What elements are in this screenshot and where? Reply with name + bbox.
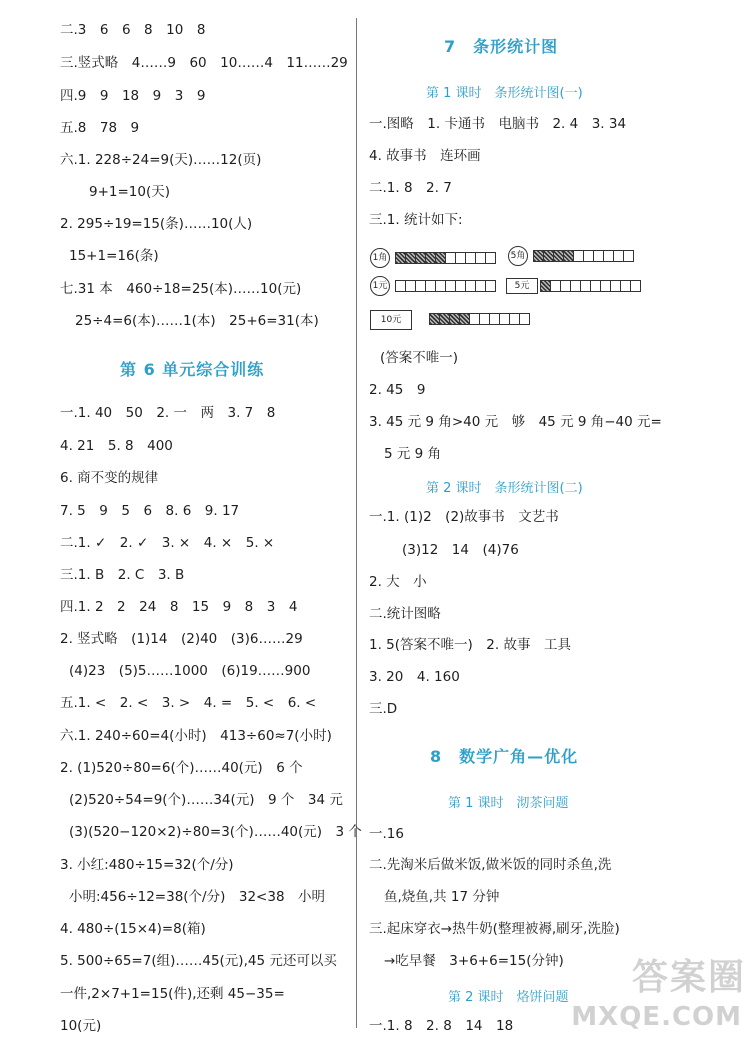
answer-line: 二.3 6 6 8 10 8	[60, 22, 206, 38]
column-divider	[356, 18, 357, 1028]
answer-line: 10(元)	[60, 1018, 102, 1034]
answer-line: (3)12 14 (4)76	[402, 542, 519, 558]
answer-line: 一件,2×7+1=15(件),还剩 45−35=	[60, 986, 285, 1002]
coin-1jiao-icon: 1角	[370, 248, 390, 268]
grid-cell	[623, 250, 634, 262]
answer-line: 2. (1)520÷80=6(个)……40(元) 6 个	[60, 760, 303, 776]
answer-line: (3)(520−120×2)÷80=3(个)……40(元) 3 个	[69, 824, 362, 840]
answer-line: 三.1. 统计如下:	[369, 212, 463, 228]
answer-line: 一.图略 1. 卡通书 电脑书 2. 4 3. 34	[369, 116, 627, 132]
answer-line: 二.统计图略	[369, 606, 441, 622]
answer-line: (2)520÷54=9(个)……34(元) 9 个 34 元	[69, 792, 343, 808]
coin-5jiao-icon: 5角	[508, 246, 528, 266]
answer-line: 三.起床穿衣→热牛奶(整理被褥,刷牙,洗脸)	[369, 921, 620, 937]
answer-line: 六.1. 228÷24=9(天)……12(页)	[60, 152, 262, 168]
section-title: 第 6 单元综合训练	[120, 360, 265, 379]
answer-line: 六.1. 240÷60=4(小时) 413÷60≈7(小时)	[60, 728, 332, 744]
answer-line: 三.D	[369, 701, 398, 717]
answer-line: 三.1. B 2. C 3. B	[60, 567, 185, 583]
grid-cell	[519, 313, 530, 325]
answer-line: 二.1. 8 2. 7	[369, 180, 452, 196]
bill-5yuan-icon: 5元	[506, 278, 538, 294]
lesson-title: 第 1 课时 沏茶问题	[448, 796, 569, 811]
answer-line: 二.1. ✓ 2. ✓ 3. × 4. × 5. ×	[60, 535, 275, 551]
answer-line: 七.31 本 460÷18=25(本)……10(元)	[60, 281, 302, 297]
answer-line: 鱼,烧鱼,共 17 分钟	[384, 889, 500, 905]
lesson-title: 第 2 课时 条形统计图(二)	[426, 481, 583, 496]
answer-line: 一.1. 40 50 2. 一 两 3. 7 8	[60, 405, 276, 421]
answer-line: 一.1. 8 2. 8 14 18	[369, 1018, 514, 1034]
lesson-title: 第 1 课时 条形统计图(一)	[426, 86, 583, 101]
watermark-url: MXQE.COM	[571, 1002, 742, 1032]
answer-line: (答案不唯一)	[380, 350, 459, 366]
answer-line: 2. 45 9	[369, 382, 426, 398]
answer-line: 5 元 9 角	[384, 446, 442, 462]
answer-line: 四.1. 2 2 24 8 15 9 8 3 4	[60, 599, 298, 615]
answer-line: 一.1. (1)2 (2)故事书 文艺书	[369, 509, 559, 525]
answer-line: →吃早餐 3+6+6=15(分钟)	[384, 953, 564, 969]
answer-line: 二.先淘米后做米饭,做米饭的同时杀鱼,洗	[369, 857, 612, 873]
section-title: 7 条形统计图	[444, 37, 559, 56]
answer-line: 15+1=16(条)	[69, 248, 159, 264]
answer-line: 7. 5 9 5 6 8. 6 9. 17	[60, 503, 240, 519]
answer-line: (4)23 (5)5……1000 (6)19……900	[69, 663, 311, 679]
answer-line: 25÷4=6(本)……1(本) 25+6=31(本)	[75, 313, 319, 329]
lesson-title: 第 2 课时 烙饼问题	[448, 990, 569, 1005]
section-title: 8 数学广角—优化	[430, 747, 579, 766]
answer-line: 4. 21 5. 8 400	[60, 438, 173, 454]
watermark-logo: 答案圈	[631, 957, 746, 998]
answer-line: 3. 45 元 9 角>40 元 够 45 元 9 角−40 元=	[369, 414, 662, 430]
answer-line: 五.1. < 2. < 3. > 4. = 5. < 6. <	[60, 695, 317, 711]
answer-line: 2. 竖式略 (1)14 (2)40 (3)6……29	[60, 631, 303, 647]
answer-line: 4. 故事书 连环画	[369, 148, 481, 164]
answer-line: 2. 大 小	[369, 574, 427, 590]
answer-line: 一.16	[369, 826, 404, 842]
answer-line: 9+1=10(天)	[89, 184, 171, 200]
grid-cell	[630, 280, 641, 292]
grid-cell	[485, 252, 496, 264]
answer-line: 2. 295÷19=15(条)……10(人)	[60, 216, 253, 232]
answer-line: 5. 500÷65=7(组)……45(元),45 元还可以买	[60, 953, 337, 969]
answer-line: 3. 小红:480÷15=32(个/分)	[60, 857, 234, 873]
coin-1yuan-icon: 1元	[370, 276, 390, 296]
answer-line: 四.9 9 18 9 3 9	[60, 88, 206, 104]
answer-line: 五.8 78 9	[60, 120, 140, 136]
bill-10yuan-icon: 10元	[370, 310, 412, 330]
answer-line: 1. 5(答案不唯一) 2. 故事 工具	[369, 637, 571, 653]
answer-line: 6. 商不变的规律	[60, 470, 159, 486]
answer-line: 4. 480÷(15×4)=8(箱)	[60, 921, 206, 937]
answer-line: 小明:456÷12=38(个/分) 32<38 小明	[69, 889, 326, 905]
answer-line: 3. 20 4. 160	[369, 669, 460, 685]
answer-line: 三.竖式略 4……9 60 10……4 11……29	[60, 55, 348, 71]
grid-cell	[485, 280, 496, 292]
